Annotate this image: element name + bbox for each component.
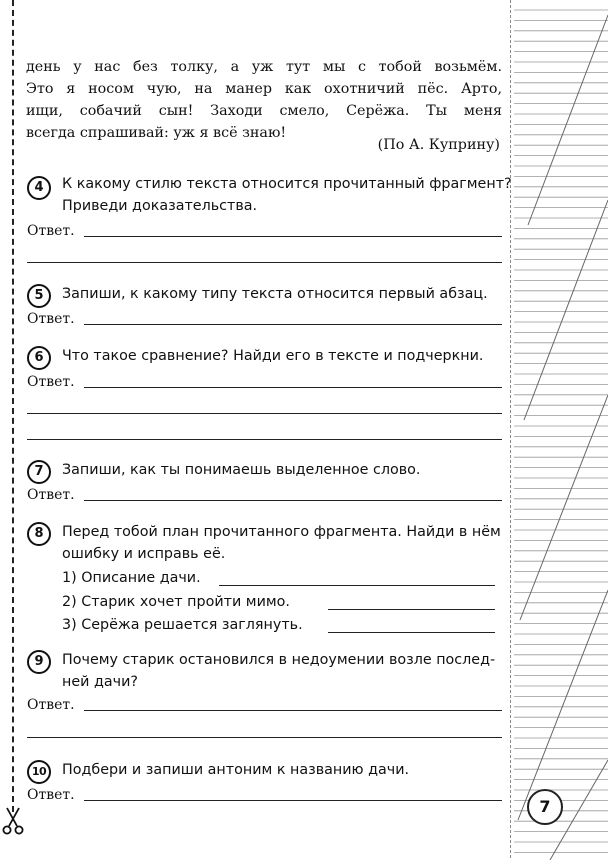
answer-line[interactable] [84,710,502,711]
question-text [62,759,409,781]
answer-label: Ответ. [27,787,75,803]
question-text [62,345,483,367]
plan-answer-line[interactable] [328,609,495,610]
answer-label: Ответ. [27,374,75,390]
answer-line[interactable] [27,439,502,440]
question-text [62,649,495,693]
passage-line: ищи, собачий сын! Заходи смело, Серёжа. Ты меня [26,103,502,119]
question-line: Приведи доказательства. [62,198,258,214]
question-line: Почему старик остановился в недоумении возле послед- [62,652,496,668]
question-line: ней дачи? [62,674,138,690]
question-number-badge: 4 [27,176,51,200]
plan-item: 1) Описание дачи. [62,570,201,586]
question-number-badge: 7 [27,460,51,484]
answer-line[interactable] [27,737,502,738]
answer-label: Ответ. [27,697,75,713]
question-line: Перед тобой план прочитанного фрагмента. Найди в нём [62,524,501,540]
passage-text [26,56,502,144]
question-number-badge: 9 [27,650,51,674]
answer-label: Ответ. [27,223,75,239]
page-number: 7 [527,789,563,825]
question-text [62,173,512,217]
question-text [62,521,501,565]
plan-answer-line[interactable] [328,632,495,633]
answer-line[interactable] [84,324,502,325]
passage-line: Это я носом чую, на манер как охотничий пёс. Арто, [26,81,502,97]
answer-line[interactable] [84,800,502,801]
question-line: Что такое сравнение? Найди его в тексте и подчеркни. [62,348,484,364]
question-number-badge: 6 [27,346,51,370]
question-line: Запиши, к какому типу текста относится первый абзац. [62,286,488,302]
question-line: К какому стилю текста относится прочитанный фрагмент? [62,176,512,192]
plan-item: 3) Серёжа решается заглянуть. [62,617,303,633]
answer-line[interactable] [84,500,502,501]
answer-line[interactable] [27,413,502,414]
question-line: ошибку и исправь её. [62,546,226,562]
passage-line: всегда спрашивай: уж я всё знаю! [26,125,287,141]
question-number-badge: 10 [27,760,51,784]
answer-label: Ответ. [27,487,75,503]
lined-writing-margin [510,0,608,860]
plan-item: 2) Старик хочет пройти мимо. [62,594,290,610]
question-line: Подбери и запиши антоним к названию дачи. [62,762,410,778]
scissors-icon [1,806,25,836]
question-text [62,459,420,481]
answer-label: Ответ. [27,311,75,327]
passage-source: (По А. Куприну) [377,137,500,153]
passage-line: день у нас без толку, а уж тут мы с тобой возьмём. [26,59,502,75]
answer-line[interactable] [84,387,502,388]
question-number-badge: 8 [27,522,51,546]
answer-line[interactable] [27,262,502,263]
answer-line[interactable] [84,236,502,237]
question-line: Запиши, как ты понимаешь выделенное слово. [62,462,421,478]
plan-answer-line[interactable] [219,585,495,586]
question-number-badge: 5 [27,284,51,308]
question-text [62,283,488,305]
cut-line [12,0,14,812]
